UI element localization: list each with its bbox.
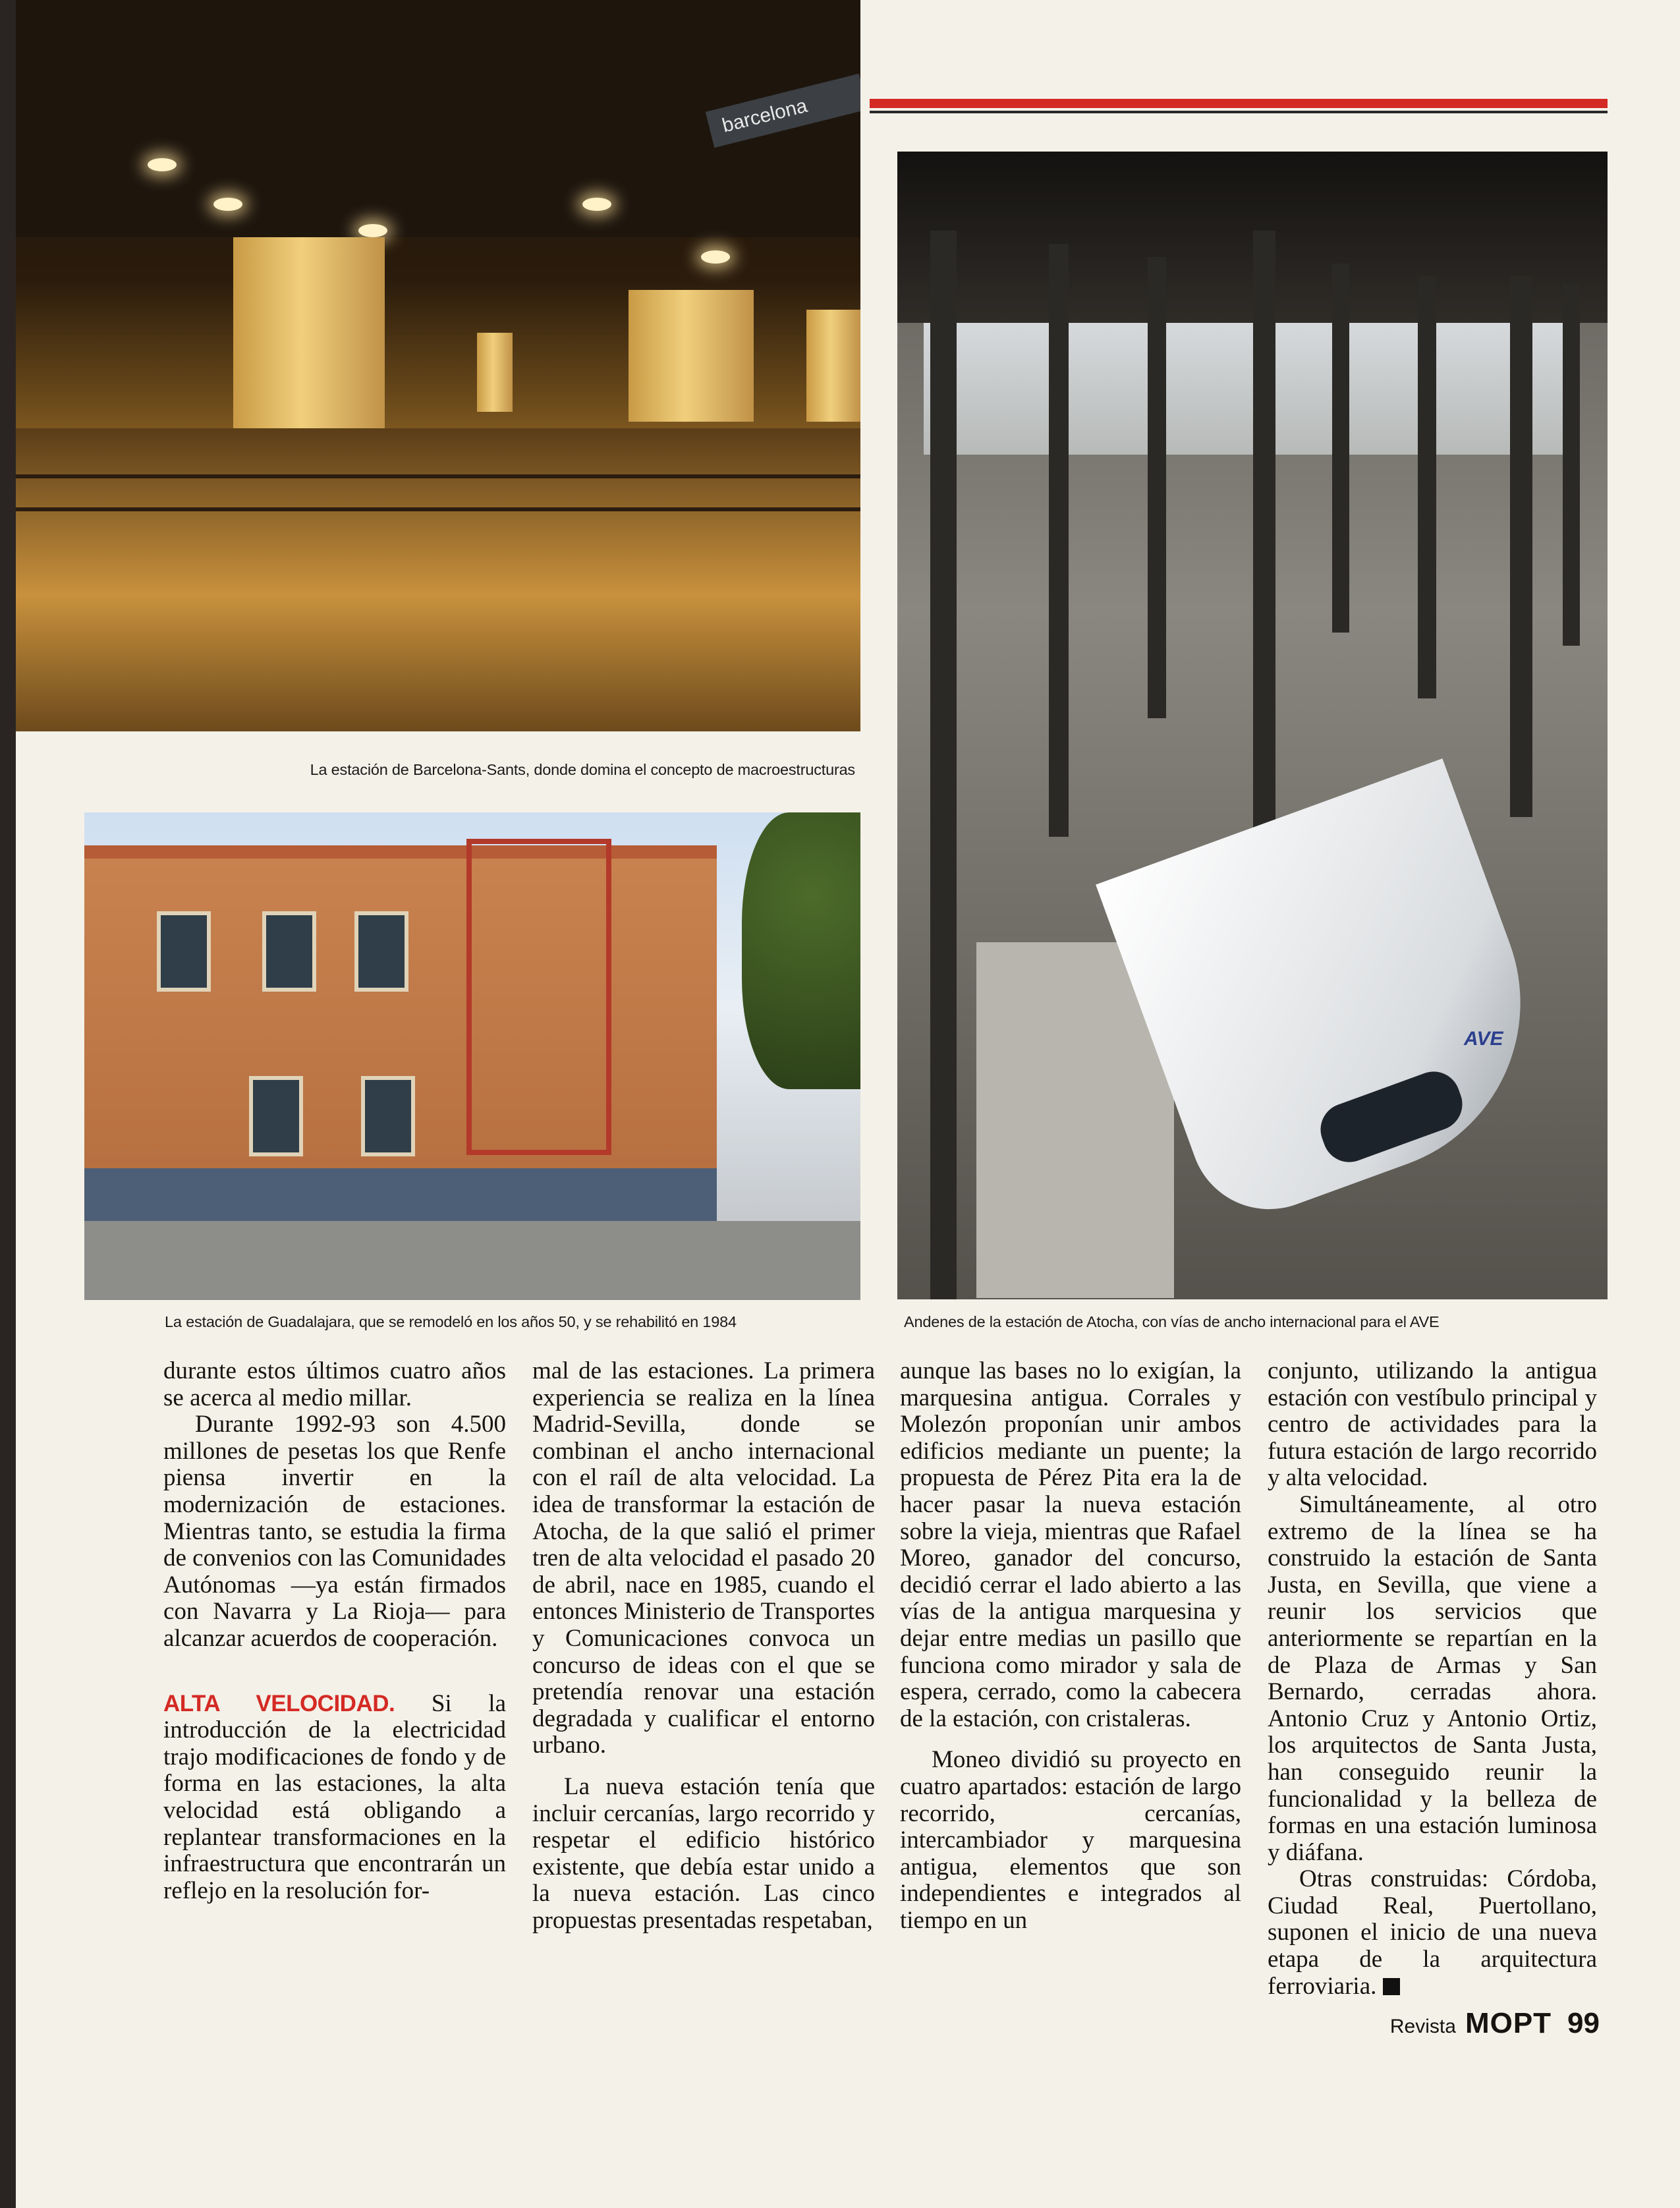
magazine-brand: MOPT xyxy=(1465,2007,1552,2039)
paragraph: La nueva estación tenía que incluir cercanías, largo recorrido y respetar el edificio histórico existente, que debía estar unido a la nueva estación. Las cinco propuestas presentadas respetaban, xyxy=(532,1772,875,1934)
caption-atocha: Andenes de la estación de Atocha, con vías de ancho internacional para el AVE xyxy=(904,1313,1440,1330)
steel-column xyxy=(1049,244,1069,837)
concrete-pillar xyxy=(233,237,385,428)
entrance-canopy-frame xyxy=(466,839,611,1155)
sky-opening xyxy=(924,323,1576,455)
photo-barcelona-sants-station xyxy=(16,0,860,731)
paragraph: Durante 1992-93 son 4.500 millones de pesetas los que Renfe piensa invertir en la modernización de estaciones. Mientras tanto, se estudia la firma de convenios con las Comunidades Autónomas —ya están firmados con Navarra y La Rioja— para alcanzar acuerdos de cooperación. xyxy=(163,1411,506,1652)
rail-track xyxy=(16,474,860,478)
steel-column xyxy=(1332,264,1349,633)
station-name-sign: barcelona xyxy=(706,74,860,148)
photo-atocha-platforms xyxy=(897,152,1608,1299)
canopy-roof xyxy=(897,152,1608,323)
paragraph-text: Otras construidas: Córdoba, Ciudad Real, Puertollano, suponen el inicio de una nueva etapa de la arquitectura ferroviaria. xyxy=(1268,1865,1597,2000)
magazine-label: Revista xyxy=(1389,2016,1456,2037)
concrete-pillar xyxy=(806,310,860,422)
page-edge-shadow xyxy=(0,0,16,2208)
paragraph: Simultáneamente, al otro extremo de la línea se ha construido la estación de Santa Justa, en Sevilla, que viene a reunir los servicios que anteriormente se repartían en la de Plaza de Armas y San Bernardo, cerradas ahora. Antonio Cruz y Antonio Ortiz, los arquitectos de Santa Justa, han conseguido reunir la funcionalidad y la belleza de formas en una estación luminosa y diáfana. xyxy=(1268,1490,1597,1866)
building-window xyxy=(262,911,316,992)
forecourt xyxy=(84,1221,860,1300)
page-footer xyxy=(1390,2007,1600,2040)
paragraph xyxy=(1268,1866,1597,2000)
ceiling-lamp xyxy=(148,158,177,171)
ceiling-lamp xyxy=(701,250,730,264)
concrete-pillar xyxy=(629,290,754,422)
steel-column xyxy=(1253,231,1275,863)
header-rule-red xyxy=(870,99,1608,108)
paragraph: aunque las bases no lo exigían, la marquesina antigua. Corrales y Molezón proponían unir ambos edificios mediante un puente; la propuesta de Pérez Pita era la de hacer pasar la nueva estación sobre la vieja, mientras que Rafael Moreo, ganador del concurso, decidió cerrar el lado abierto a las vías de la antigua marquesina y dejar entre medias un pasillo que funciona como mirador y sala de espera, cerrado, como la cabecera de la estación, con cristaleras. xyxy=(900,1357,1241,1732)
ceiling-lamp xyxy=(582,198,611,211)
platform-floor xyxy=(16,428,860,731)
steel-column xyxy=(1510,277,1532,817)
paragraph: conjunto, utilizando la antigua estación con vestíbulo principal y centro de actividades para la futura estación de largo recorrido y alta velocidad. xyxy=(1268,1357,1597,1492)
building-window xyxy=(361,1076,415,1156)
paragraph: Moneo dividió su proyecto en cuatro apartados: estación de largo recorrido, cercanías, intercambiador y marquesina antigua, elementos que son independientes e integrados al tiempo en un xyxy=(900,1746,1241,1934)
steel-column xyxy=(1148,257,1166,718)
steel-column xyxy=(930,231,957,1299)
page-number: 99 xyxy=(1567,2007,1600,2039)
steel-column xyxy=(1418,277,1436,698)
text-column-1 xyxy=(163,1358,506,1904)
paragraph: mal de las estaciones. La primera experiencia se realiza en la línea Madrid-Sevilla, donde se combinan el ancho internacional con el raíl de alta velocidad. La idea de transformar la estación de Atocha, de la que salió el primer tren de alta velocidad el pasado 20 de abril, nace en 1985, cuando el entonces Ministerio de Transportes y Comunicaciones convoca un concurso de ideas con el que se pretendía renovar una estación degradada y cualificar el entorno urbano. xyxy=(532,1357,875,1759)
concrete-pillar xyxy=(477,333,513,412)
paragraph xyxy=(163,1691,506,1905)
building-window xyxy=(157,911,211,992)
steel-column xyxy=(1563,283,1580,646)
paragraph: durante estos últimos cuatro años se acerca al medio millar. xyxy=(163,1357,506,1411)
ceiling-lamp xyxy=(213,198,242,211)
photo-guadalajara-station xyxy=(84,812,860,1300)
header-rule-dark xyxy=(870,111,1608,113)
section-lead-heading: ALTA VELOCIDAD. xyxy=(163,1690,395,1716)
paragraph-text: Si la introducción de la electricidad trajo modificaciones de fondo y de forma en las estaciones, la alta velocidad está obligando a replantear transformaciones en la infraestructura que encontrarán un reflejo en la resolución for- xyxy=(163,1689,507,1904)
end-of-article-mark xyxy=(1383,1978,1400,1995)
ceiling-lamp xyxy=(358,224,387,237)
text-column-2 xyxy=(532,1358,875,1934)
ave-logo: AVE xyxy=(1464,1028,1503,1050)
text-column-3 xyxy=(900,1358,1241,1934)
rail-track xyxy=(16,507,860,511)
caption-guadalajara: La estación de Guadalajara, que se remodeló en los años 50, y se rehabilitó en 1984 xyxy=(165,1313,737,1330)
tree xyxy=(742,812,860,1089)
building-window xyxy=(249,1076,303,1156)
building-window xyxy=(354,911,408,992)
text-column-4 xyxy=(1268,1358,1597,2000)
caption-barcelona-sants: La estación de Barcelona-Sants, donde domina el concepto de macroestructuras xyxy=(310,761,855,778)
